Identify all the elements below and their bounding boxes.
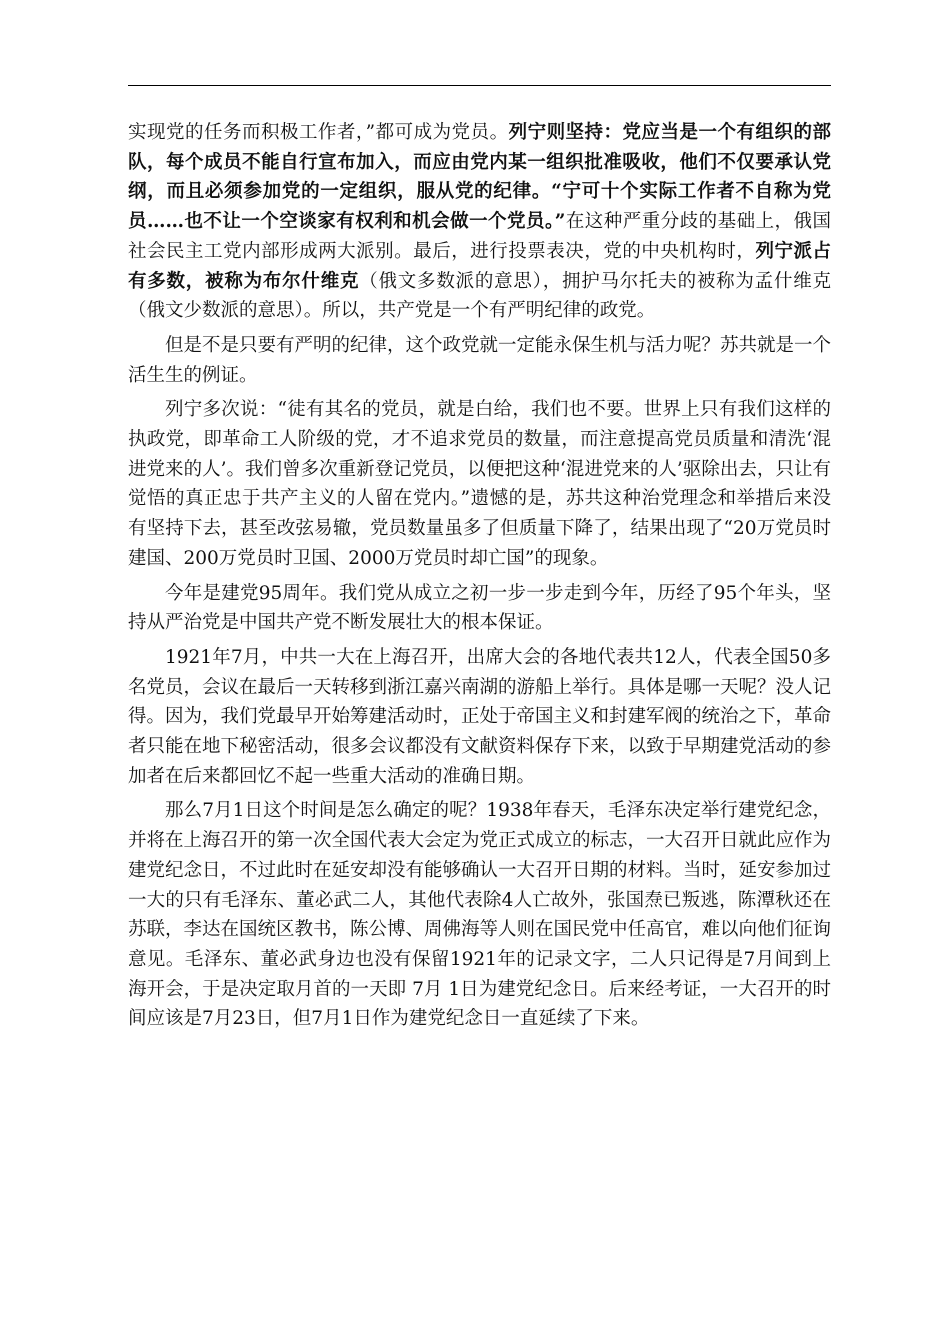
paragraph-text: 但是不是只要有严明的纪律，这个政党就一定能永保生机与活力呢？苏共就是一个活生生的例证。 <box>128 334 832 386</box>
paragraph <box>128 331 831 390</box>
paragraph-text: （俄文多数派的意思），拥护马尔托夫的被称为孟什维克（俄文少数派的意思）。所以，共产党是一个有严明纪律的政党。 <box>128 270 831 322</box>
paragraph <box>128 579 831 638</box>
paragraph-text: 列宁多次说：“徒有其名的党员，就是白给，我们也不要。世界上只有我们这样的执政党，即革命工人阶级的党，才不追求党员的数量，而注意提高党员质量和清洗‘混进党来的人’。我们曾多次重新登记党员，以便把这种‘混进党来的人’驱除出去，只让有觉悟的真正忠于共产主义的人留在党内。”遗憾的是，苏共这种治党理念和举措后来没有坚持下去，甚至改弦易辙，党员数量虽多了但质量下降了，结果出现了“20万党员时建国、200万党员时卫国、2000万党员时却亡国”的现象。 <box>128 399 831 569</box>
paragraph <box>128 118 831 326</box>
paragraph <box>128 643 831 792</box>
bold-text: 列宁则坚持：党应当是一个有组织的部队，每个成员不能自行宣布加入，而应由党内某一组织批准吸收，他们不仅要承认党纲，而且必须参加党的一定组织，服从党的纪律。“宁可十个实际工作者不自称为党员……也不让一个空谈家有权利和机会做一个党员。” <box>128 122 831 233</box>
paragraph-text: 今年是建党95周年。我们党从成立之初一步一步走到今年，历经了95个年头，坚持从严治党是中国共产党不断发展壮大的根本保证。 <box>128 582 831 634</box>
paragraph <box>128 395 831 573</box>
paragraph-text: 那么7月1日这个时间是怎么确定的呢？1938年春天，毛泽东决定举行建党纪念，并将在上海召开的第一次全国代表大会定为党正式成立的标志，一大召开日就此应作为建党纪念日，不过此时在延安却没有能够确认一大召开日期的材料。当时，延安参加过一大的只有毛泽东、董必武二人，其他代表除4人亡故外，张国焘已叛逃，陈潭秋还在苏联，李达在国统区教书，陈公博、周佛海等人则在国民党中任高官，难以向他们征询意见。毛泽东、董必武身边也没有保留1921年的记录文字，二人只记得是7月间到上海开会，于是决定取月首的一天即 7月 1日为建党纪念日。后来经考证，一大召开的时间应该是7月23日，但7月1日作为建党纪念日一直延续了下来。 <box>128 800 832 1030</box>
paragraph-text: 1921年7月，中共一大在上海召开，出席大会的各地代表共12人，代表全国50多名党员，会议在最后一天转移到浙江嘉兴南湖的游船上举行。具体是哪一天呢？没人记得。因为，我们党最早开始筹建活动时，正处于帝国主义和封建军阀的统治之下，革命者只能在地下秘密活动，很多会议都没有文献资料保存下来，以致于早期建党活动的参加者在后来都回忆不起一些重大活动的准确日期。 <box>128 646 832 787</box>
paragraph-text: 实现党的任务而积极工作者，”都可成为党员。 <box>128 122 509 143</box>
document-body <box>128 118 831 1034</box>
bold-text: 列宁派占有多数，被称为布尔什维克 <box>128 240 831 292</box>
paragraph-text: 在这种严重分歧的基础上，俄国社会民主工党内部形成两大派别。最后，进行投票表决，党的中央机构时， <box>128 211 831 262</box>
header-rule <box>128 85 831 86</box>
paragraph <box>128 796 831 1034</box>
